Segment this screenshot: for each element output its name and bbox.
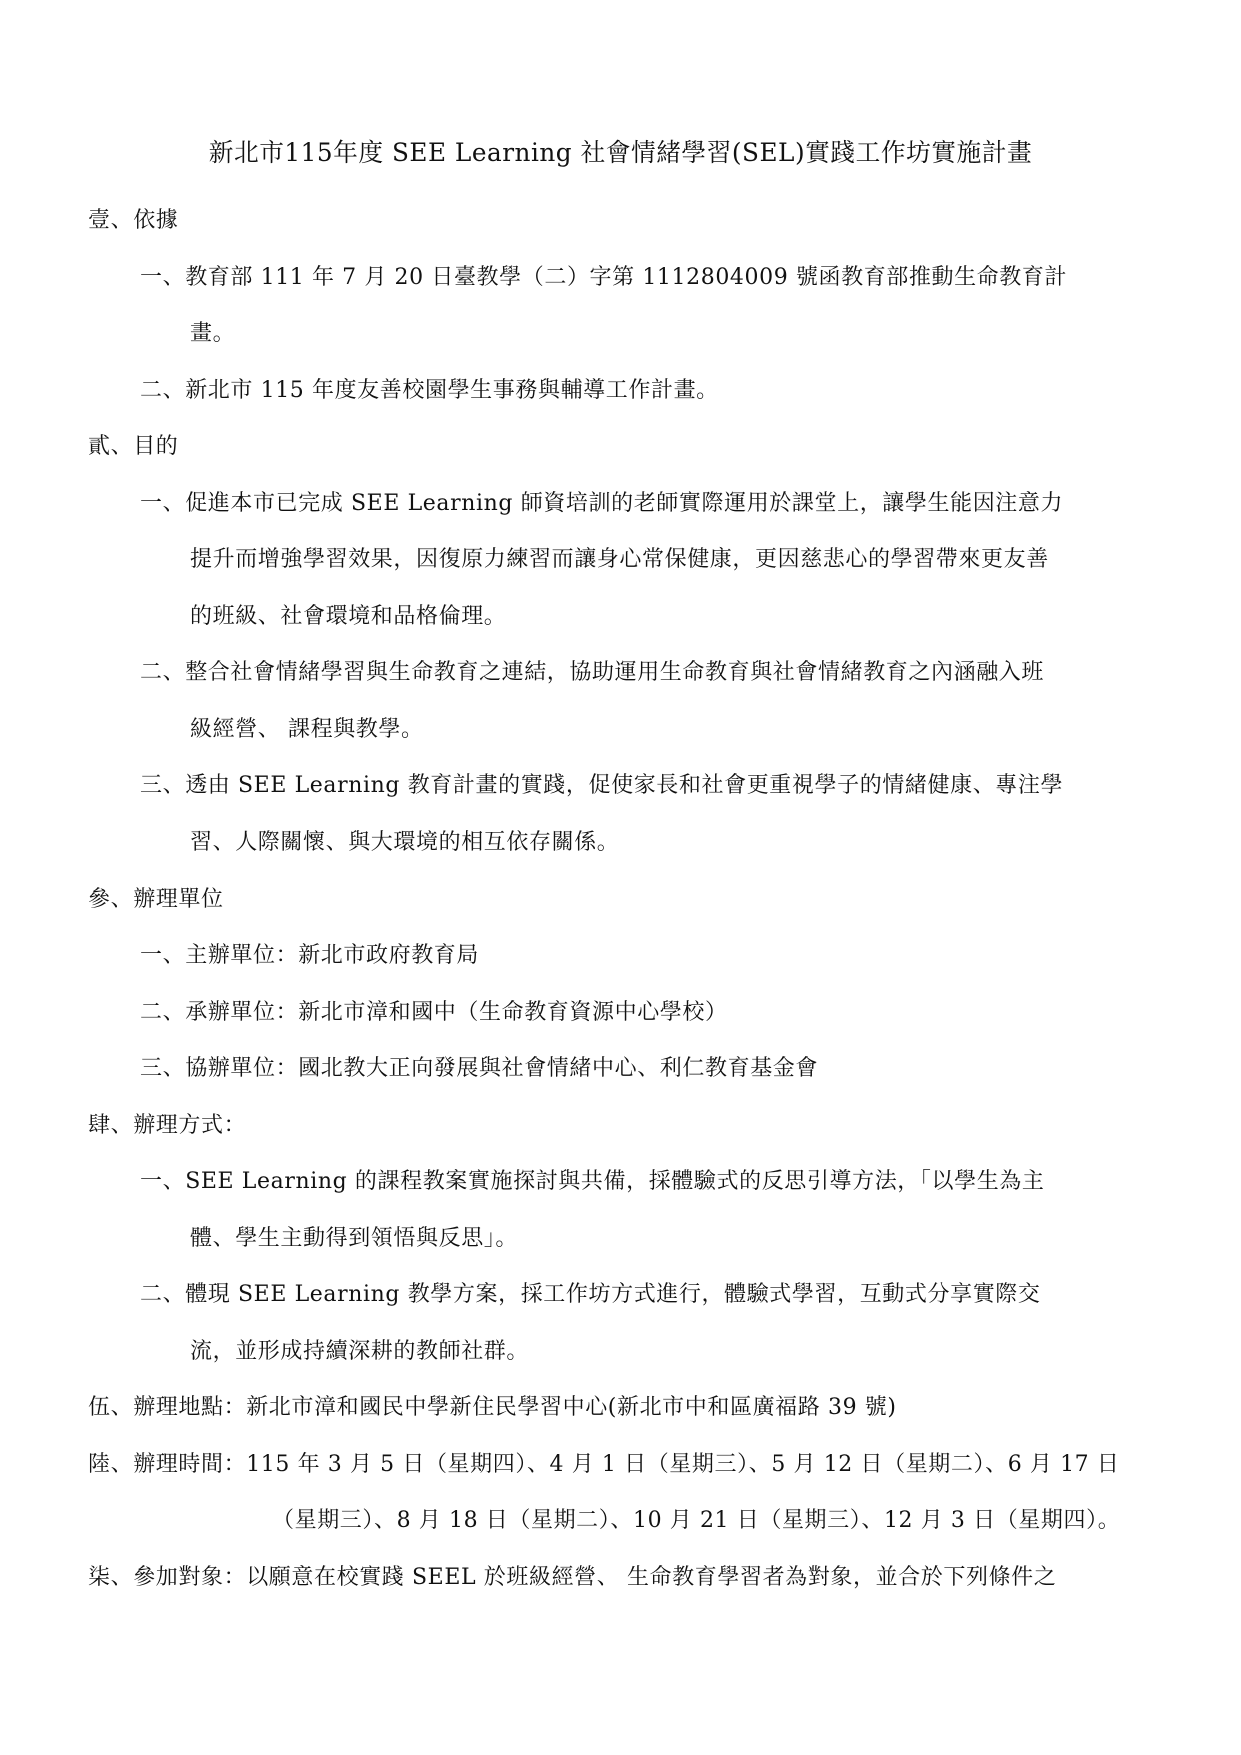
organizer-item-2: 二、承辦單位：新北市漳和國中（生命教育資源中心學校） — [140, 1000, 728, 1025]
purpose-item-1-cont: 提升而增強學習效果，因復原力練習而讓身心常保健康，更因慈悲心的學習帶來更友善 — [190, 547, 1049, 572]
section-participants: 柒、參加對象：以願意在校實踐 SEEL 於班級經營、 生命教育學習者為對象，並合於下列條件之 — [88, 1565, 1057, 1590]
method-item-1-cont: 體、學生主動得到領悟與反思」。 — [190, 1226, 519, 1251]
purpose-item-3-cont: 習、人際關懷、與大環境的相互依存關係。 — [190, 830, 620, 855]
section-location: 伍、辦理地點：新北市漳和國民中學新住民學習中心(新北市中和區廣福路 39 號) — [88, 1395, 897, 1420]
purpose-item-2: 二、整合社會情緒學習與生命教育之連結，協助運用生命教育與社會情緒教育之內涵融入班 — [140, 660, 1045, 685]
basis-item-2: 二、新北市 115 年度友善校園學生事務與輔導工作計畫。 — [140, 378, 719, 403]
purpose-item-2-cont: 級經營、 課程與教學。 — [190, 717, 424, 742]
method-item-2: 二、體現 SEE Learning 教學方案，採工作坊方式進行，體驗式學習，互動式分享實際交 — [140, 1282, 1041, 1307]
basis-item-1: 一、教育部 111 年 7 月 20 日臺教學（二）字第 1112804009 號函教育部推動生命教育計 — [140, 265, 1068, 290]
section-heading-basis: 壹、依據 — [88, 208, 179, 233]
purpose-item-1: 一、促進本市已完成 SEE Learning 師資培訓的老師實際運用於課堂上，讓學生能因注意力 — [140, 491, 1064, 516]
section-heading-method: 肆、辦理方式： — [88, 1113, 247, 1138]
section-heading-purpose: 貳、目的 — [88, 434, 179, 459]
section-schedule: 陸、辦理時間：115 年 3 月 5 日（星期四）、4 月 1 日（星期三）、5 月 12 日（星期二）、6 月 17 日 — [88, 1452, 1120, 1477]
section-schedule-cont: （星期三）、8 月 18 日（星期二）、10 月 21 日（星期三）、12 月 3 日（星期四）。 — [272, 1508, 1121, 1533]
purpose-item-1-cont: 的班級、社會環境和品格倫理。 — [190, 604, 507, 629]
basis-item-1-cont: 畫。 — [190, 321, 236, 346]
purpose-item-3: 三、透由 SEE Learning 教育計畫的實踐，促使家長和社會更重視學子的情緒健康、專注學 — [140, 773, 1064, 798]
method-item-1: 一、SEE Learning 的課程教案實施探討與共備，採體驗式的反思引導方法，「以學生為主 — [140, 1169, 1045, 1194]
section-heading-organizers: 參、辦理單位 — [88, 887, 224, 912]
organizer-item-1: 一、主辦單位：新北市政府教育局 — [140, 943, 480, 968]
method-item-2-cont: 流，並形成持續深耕的教師社群。 — [190, 1339, 530, 1364]
document-title: 新北市115年度 SEE Learning 社會情緒學習(SEL)實踐工作坊實施計畫 — [208, 138, 1033, 167]
organizer-item-3: 三、協辦單位：國北教大正向發展與社會情緒中心、利仁教育基金會 — [140, 1056, 819, 1081]
